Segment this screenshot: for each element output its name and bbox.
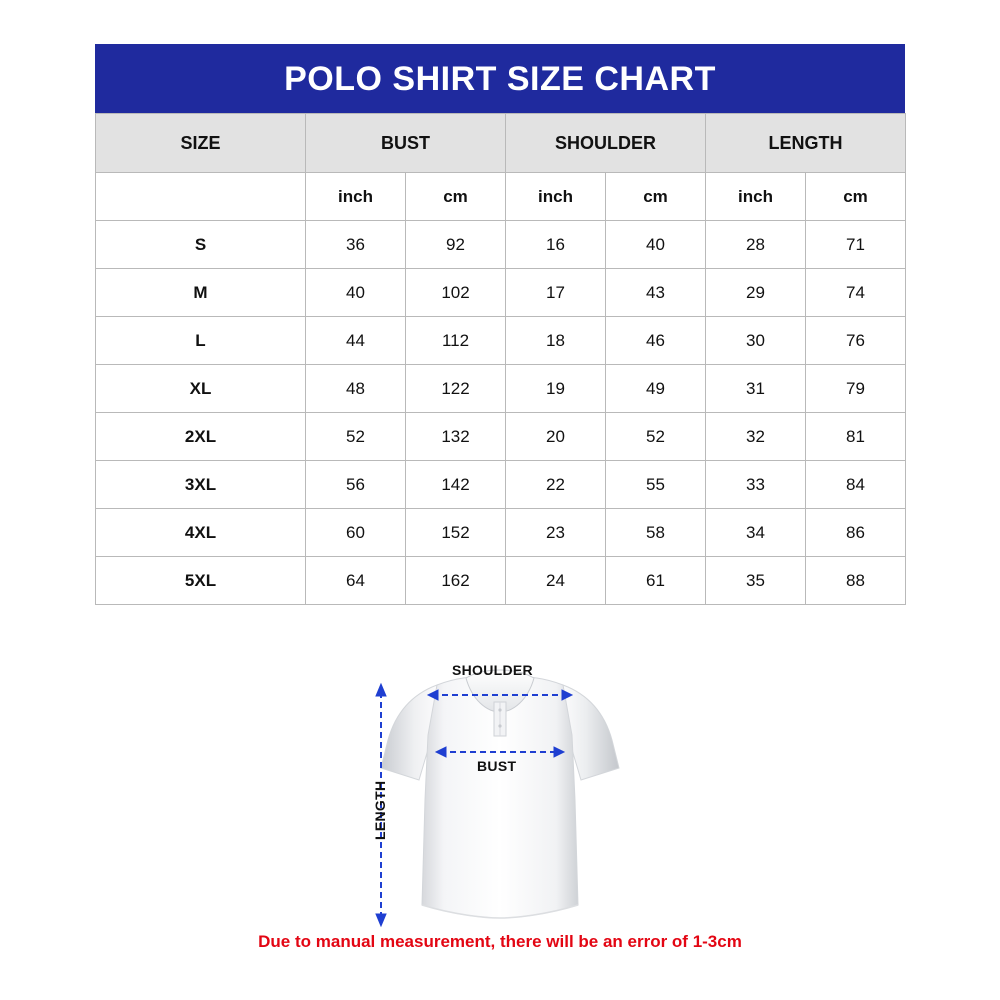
shirt-diagram-svg [0, 640, 1000, 940]
unit-cell-shoulder-inch: inch [506, 173, 606, 221]
cell-bust-cm: 122 [406, 365, 506, 413]
cell-size: 5XL [96, 557, 306, 605]
cell-bust-cm: 102 [406, 269, 506, 317]
cell-length-inch: 29 [706, 269, 806, 317]
cell-shoulder-cm: 46 [606, 317, 706, 365]
cell-bust-inch: 56 [306, 461, 406, 509]
cell-bust-cm: 152 [406, 509, 506, 557]
table-body [96, 173, 906, 605]
cell-shoulder-inch: 23 [506, 509, 606, 557]
cell-bust-inch: 40 [306, 269, 406, 317]
cell-size: XL [96, 365, 306, 413]
unit-cell-bust-inch: inch [306, 173, 406, 221]
cell-shoulder-inch: 22 [506, 461, 606, 509]
measurement-diagram [0, 640, 1000, 940]
table-row [96, 509, 906, 557]
table-row [96, 317, 906, 365]
unit-row [96, 173, 906, 221]
cell-size: L [96, 317, 306, 365]
unit-cell-length-inch: inch [706, 173, 806, 221]
table-head [96, 114, 906, 173]
cell-length-inch: 35 [706, 557, 806, 605]
cell-shoulder-cm: 40 [606, 221, 706, 269]
cell-shoulder-inch: 17 [506, 269, 606, 317]
cell-bust-cm: 92 [406, 221, 506, 269]
column-header-shoulder: SHOULDER [506, 114, 706, 173]
label-bust: BUST [477, 758, 517, 774]
table-row [96, 557, 906, 605]
cell-bust-inch: 52 [306, 413, 406, 461]
unit-cell-empty [96, 173, 306, 221]
measurement-note: Due to manual measurement, there will be an error of 1-3cm [258, 932, 742, 951]
cell-length-inch: 33 [706, 461, 806, 509]
cell-length-cm: 86 [806, 509, 906, 557]
cell-bust-inch: 48 [306, 365, 406, 413]
cell-length-cm: 88 [806, 557, 906, 605]
size-chart-section [95, 44, 905, 605]
table-row [96, 413, 906, 461]
cell-shoulder-inch: 16 [506, 221, 606, 269]
cell-shoulder-inch: 19 [506, 365, 606, 413]
label-shoulder: SHOULDER [452, 662, 533, 678]
cell-size: 3XL [96, 461, 306, 509]
label-length: LENGTH [372, 780, 388, 840]
cell-bust-cm: 112 [406, 317, 506, 365]
group-header-row [96, 114, 906, 173]
cell-length-inch: 28 [706, 221, 806, 269]
page-title: POLO SHIRT SIZE CHART [95, 44, 905, 113]
cell-shoulder-inch: 18 [506, 317, 606, 365]
cell-bust-cm: 162 [406, 557, 506, 605]
cell-size: 4XL [96, 509, 306, 557]
cell-bust-inch: 64 [306, 557, 406, 605]
unit-cell-shoulder-cm: cm [606, 173, 706, 221]
cell-size: 2XL [96, 413, 306, 461]
column-header-length: LENGTH [706, 114, 906, 173]
cell-length-inch: 32 [706, 413, 806, 461]
table-row [96, 269, 906, 317]
cell-length-cm: 76 [806, 317, 906, 365]
cell-length-inch: 31 [706, 365, 806, 413]
cell-bust-inch: 36 [306, 221, 406, 269]
unit-cell-bust-cm: cm [406, 173, 506, 221]
column-header-size: SIZE [96, 114, 306, 173]
cell-bust-inch: 60 [306, 509, 406, 557]
cell-length-cm: 71 [806, 221, 906, 269]
cell-shoulder-cm: 58 [606, 509, 706, 557]
size-chart-table [95, 113, 906, 605]
cell-shoulder-cm: 43 [606, 269, 706, 317]
column-header-bust: BUST [306, 114, 506, 173]
cell-shoulder-inch: 20 [506, 413, 606, 461]
table-row [96, 221, 906, 269]
cell-bust-cm: 132 [406, 413, 506, 461]
polo-shirt-illustration [381, 670, 619, 918]
cell-length-cm: 81 [806, 413, 906, 461]
cell-length-cm: 74 [806, 269, 906, 317]
cell-bust-cm: 142 [406, 461, 506, 509]
unit-cell-length-cm: cm [806, 173, 906, 221]
cell-length-cm: 79 [806, 365, 906, 413]
cell-length-cm: 84 [806, 461, 906, 509]
cell-bust-inch: 44 [306, 317, 406, 365]
cell-shoulder-cm: 61 [606, 557, 706, 605]
cell-shoulder-cm: 52 [606, 413, 706, 461]
cell-length-inch: 30 [706, 317, 806, 365]
table-row [96, 365, 906, 413]
cell-size: S [96, 221, 306, 269]
table-row [96, 461, 906, 509]
cell-shoulder-cm: 55 [606, 461, 706, 509]
cell-shoulder-cm: 49 [606, 365, 706, 413]
cell-size: M [96, 269, 306, 317]
cell-length-inch: 34 [706, 509, 806, 557]
cell-shoulder-inch: 24 [506, 557, 606, 605]
